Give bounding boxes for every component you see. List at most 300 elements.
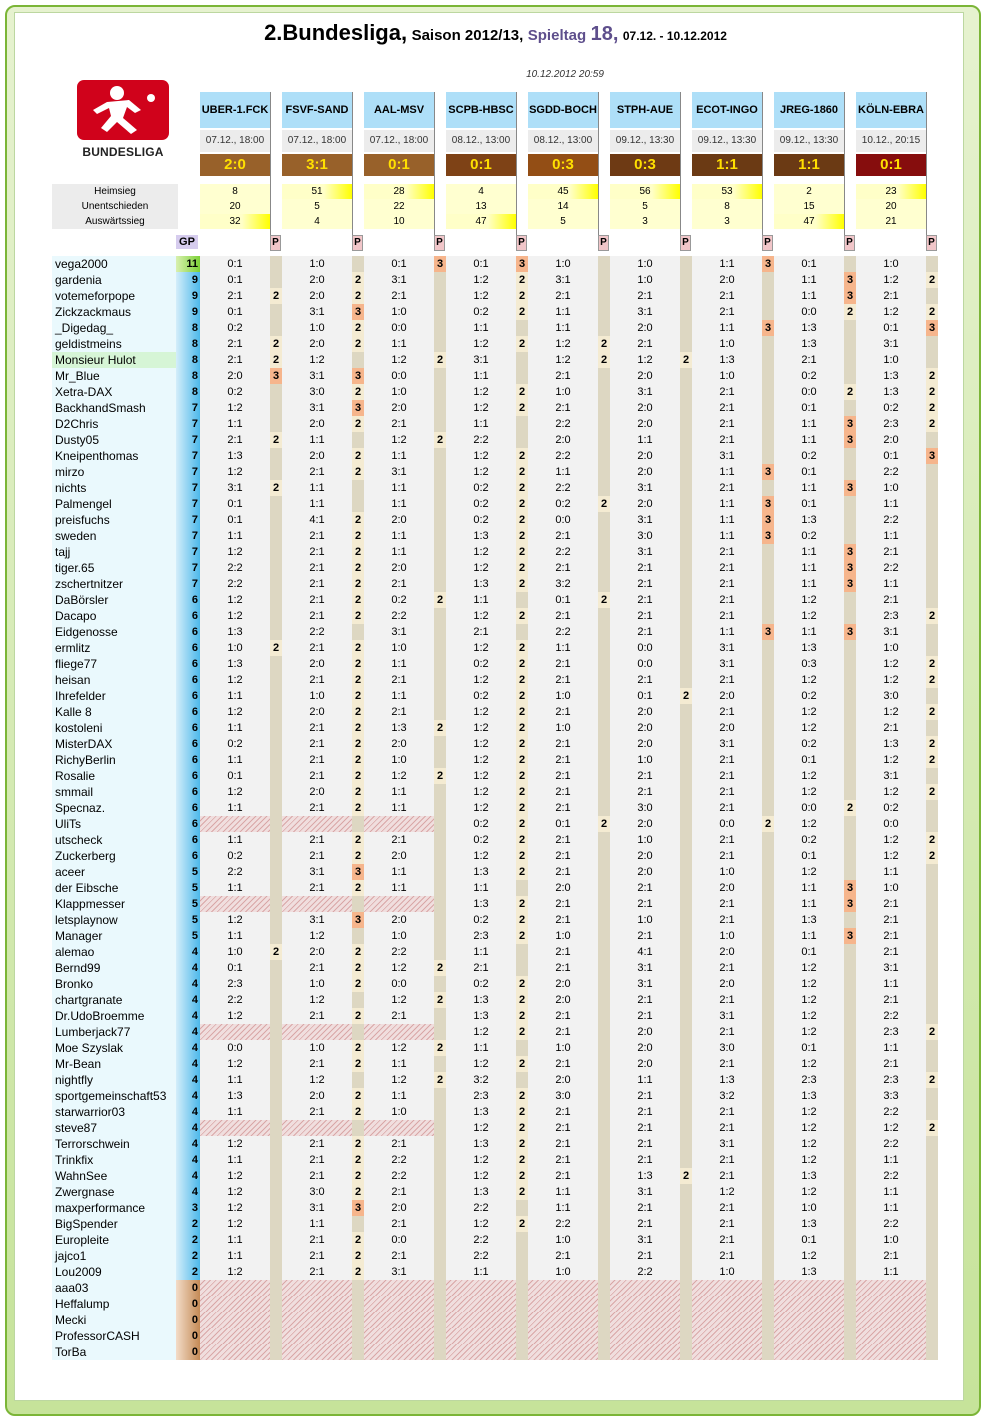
table-row [52, 1232, 940, 1248]
tip-cell: 2:0 [692, 976, 762, 992]
tip-cell: 2:0 [282, 288, 352, 304]
points-cell [680, 1344, 692, 1360]
tip-cell: 1:0 [610, 256, 680, 272]
points-cell [516, 1280, 528, 1296]
points-cell [762, 1104, 774, 1120]
points-cell: 2 [516, 896, 528, 912]
points-cell [516, 1040, 528, 1056]
points-cell: 2 [352, 672, 364, 688]
tip-cell: 1:1 [200, 1248, 270, 1264]
tip-cell: 0:2 [774, 448, 844, 464]
tip-cell: 3:1 [446, 352, 516, 368]
points-cell [762, 928, 774, 944]
points-cell: 2 [926, 1120, 938, 1136]
points-cell [844, 1136, 856, 1152]
table-row [52, 528, 940, 544]
points-cell [434, 848, 446, 864]
tip-cell: 1:1 [692, 256, 762, 272]
player-name: ProfessorCASH [52, 1328, 178, 1344]
points-cell [270, 736, 282, 752]
tip-stat-labels [52, 184, 178, 229]
points-cell [926, 1280, 938, 1296]
points-cell [270, 832, 282, 848]
points-cell [680, 320, 692, 336]
player-name: vega2000 [52, 256, 178, 272]
tip-cell: 1:2 [774, 784, 844, 800]
points-cell: 2 [352, 976, 364, 992]
tip-cell: 2:1 [528, 1104, 598, 1120]
tip-cell: 1:2 [364, 1072, 434, 1088]
player-points: 4 [176, 1072, 200, 1088]
points-cell: 2 [516, 464, 528, 480]
points-cell: 3 [844, 896, 856, 912]
player-points: 6 [176, 592, 200, 608]
table-row [52, 1248, 940, 1264]
tip-cell: 2:1 [692, 960, 762, 976]
points-cell [762, 1296, 774, 1312]
points-cell: 2 [516, 1008, 528, 1024]
points-cell [844, 1296, 856, 1312]
tip-cell: 2:0 [282, 784, 352, 800]
tip-cell: 2:0 [692, 688, 762, 704]
tip-cell: 2:0 [610, 720, 680, 736]
points-cell [598, 1168, 610, 1184]
points-cell [270, 1344, 282, 1360]
player-points: 4 [176, 1008, 200, 1024]
points-cell [926, 800, 938, 816]
tip-cell: 0:0 [364, 976, 434, 992]
match-code: FSVF-SAND [282, 92, 352, 128]
points-cell [352, 624, 364, 640]
tip-cell: 2:1 [692, 288, 762, 304]
points-cell [598, 1296, 610, 1312]
tip-cell: 1:2 [446, 560, 516, 576]
tip-cell: 2:0 [856, 432, 926, 448]
tip-cell [446, 1312, 516, 1328]
player-points: 6 [176, 624, 200, 640]
points-cell [762, 672, 774, 688]
points-cell [270, 1312, 282, 1328]
tip-cell: 1:3 [774, 1168, 844, 1184]
tip-cell [364, 1312, 434, 1328]
table-row [52, 1152, 940, 1168]
points-cell: 2 [352, 768, 364, 784]
tip-cell: 1:0 [692, 368, 762, 384]
player-name: Dusty05 [52, 432, 178, 448]
tip-cell: 3:1 [528, 272, 598, 288]
tip-cell: 2:0 [610, 848, 680, 864]
tip-cell: 1:0 [610, 912, 680, 928]
tip-cell: 2:2 [364, 608, 434, 624]
points-cell [844, 1200, 856, 1216]
tip-cell: 3:1 [610, 544, 680, 560]
points-cell [516, 432, 528, 448]
table-row [52, 496, 940, 512]
points-cell [352, 1344, 364, 1360]
match-result: 2:0 [200, 154, 270, 176]
tip-cell: 1:2 [282, 992, 352, 1008]
tip-cell: 1:2 [282, 352, 352, 368]
points-cell [762, 1024, 774, 1040]
tip-cell: 1:0 [856, 640, 926, 656]
points-cell [598, 688, 610, 704]
match-datetime: 09.12., 13:30 [610, 130, 680, 152]
tip-cell: 2:0 [528, 1072, 598, 1088]
tip-cell: 2:1 [528, 832, 598, 848]
points-cell: 2 [516, 448, 528, 464]
player-points: 6 [176, 720, 200, 736]
points-cell: 2 [434, 768, 446, 784]
tip-cell: 1:3 [446, 992, 516, 1008]
points-cell: 2 [516, 288, 528, 304]
tip-cell: 1:1 [364, 528, 434, 544]
table-row [52, 1216, 940, 1232]
tip-cell: 2:0 [528, 432, 598, 448]
points-cell [680, 800, 692, 816]
points-cell [844, 464, 856, 480]
points-cell [762, 1184, 774, 1200]
tip-cell: 2:1 [610, 336, 680, 352]
tip-cell: 1:3 [856, 368, 926, 384]
points-cell [270, 624, 282, 640]
tip-cell: 1:1 [200, 688, 270, 704]
table-row [52, 1312, 940, 1328]
points-cell: 2 [926, 736, 938, 752]
points-cell [680, 624, 692, 640]
points-cell [434, 1296, 446, 1312]
points-cell [680, 704, 692, 720]
points-cell: 3 [844, 272, 856, 288]
points-cell [762, 384, 774, 400]
points-cell [434, 560, 446, 576]
points-cell [680, 544, 692, 560]
points-cell [434, 400, 446, 416]
points-cell [270, 880, 282, 896]
match-result: 0:1 [446, 154, 516, 176]
tip-cell: 1:0 [364, 1104, 434, 1120]
tip-count-away: 21 [856, 214, 926, 229]
player-points: 4 [176, 1136, 200, 1152]
points-header: P [352, 235, 363, 251]
points-cell [844, 320, 856, 336]
points-cell [926, 256, 938, 272]
tip-cell: 3:1 [856, 960, 926, 976]
tip-cell: 1:2 [856, 304, 926, 320]
tip-cell: 1:2 [774, 960, 844, 976]
points-cell [434, 624, 446, 640]
points-cell [926, 816, 938, 832]
points-cell: 2 [270, 288, 282, 304]
tip-count-away: 10 [364, 214, 434, 229]
points-cell: 2 [352, 1136, 364, 1152]
tip-cell: 1:0 [856, 256, 926, 272]
tip-cell: 1:2 [856, 832, 926, 848]
player-points: 0 [176, 1344, 200, 1360]
title-season: Saison 2012/13, [411, 27, 524, 44]
points-cell: 2 [516, 976, 528, 992]
points-cell [762, 1328, 774, 1344]
tip-cell: 1:1 [528, 1200, 598, 1216]
points-cell [434, 416, 446, 432]
tip-cell: 2:0 [692, 272, 762, 288]
points-cell [270, 384, 282, 400]
points-cell: 2 [352, 576, 364, 592]
tip-cell: 1:2 [528, 352, 598, 368]
tip-cell: 2:1 [610, 896, 680, 912]
tip-cell: 1:0 [364, 304, 434, 320]
tip-cell: 2:2 [856, 560, 926, 576]
points-cell [762, 544, 774, 560]
tip-cell: 2:1 [692, 480, 762, 496]
tip-cell: 1:2 [200, 1184, 270, 1200]
points-cell [270, 1280, 282, 1296]
tip-cell: 2:0 [610, 1024, 680, 1040]
tip-cell: 1:0 [528, 688, 598, 704]
points-cell [352, 496, 364, 512]
tip-cell: 2:1 [692, 1152, 762, 1168]
player-points: 4 [176, 976, 200, 992]
tip-cell: 0:1 [200, 512, 270, 528]
table-row [52, 800, 940, 816]
points-cell [844, 864, 856, 880]
points-cell: 2 [352, 608, 364, 624]
tip-cell [282, 1296, 352, 1312]
tip-cell: 0:2 [446, 512, 516, 528]
points-cell [598, 880, 610, 896]
tip-cell: 1:2 [446, 736, 516, 752]
tip-cell: 1:2 [282, 1072, 352, 1088]
points-cell: 2 [598, 352, 610, 368]
points-cell [926, 352, 938, 368]
points-cell [844, 848, 856, 864]
tip-cell: 1:1 [200, 1152, 270, 1168]
tip-cell: 1:1 [692, 464, 762, 480]
points-cell [762, 848, 774, 864]
tip-cell: 3:1 [692, 1136, 762, 1152]
points-cell [926, 432, 938, 448]
tip-cell: 1:3 [200, 1088, 270, 1104]
points-cell: 3 [844, 432, 856, 448]
match-result: 0:1 [856, 154, 926, 176]
points-cell: 2 [516, 1216, 528, 1232]
player-points: 4 [176, 1184, 200, 1200]
tip-cell: 2:1 [282, 736, 352, 752]
tip-cell: 2:1 [692, 832, 762, 848]
tip-cell: 1:1 [200, 1072, 270, 1088]
tip-cell: 1:2 [200, 1216, 270, 1232]
tip-cell [282, 1120, 352, 1136]
tip-cell: 2:1 [528, 896, 598, 912]
tip-cell: 1:2 [610, 352, 680, 368]
points-cell [680, 784, 692, 800]
tip-cell: 2:1 [200, 352, 270, 368]
tip-cell: 2:1 [692, 784, 762, 800]
tip-cell: 2:2 [856, 512, 926, 528]
points-cell: 2 [352, 320, 364, 336]
tip-stats-3 [364, 184, 434, 229]
tip-cell: 1:0 [692, 1264, 762, 1280]
points-cell [434, 704, 446, 720]
points-cell: 2 [926, 832, 938, 848]
tip-count-draw: 14 [528, 199, 598, 214]
points-cell [844, 352, 856, 368]
player-name: Heffalump [52, 1296, 178, 1312]
points-cell [680, 1120, 692, 1136]
tip-cell: 1:2 [856, 272, 926, 288]
tip-cell: 1:2 [200, 1056, 270, 1072]
table-row [52, 1184, 940, 1200]
tip-cell: 0:2 [774, 736, 844, 752]
points-cell [680, 816, 692, 832]
points-cell [434, 464, 446, 480]
tip-cell: 1:1 [446, 320, 516, 336]
tip-cell: 2:2 [200, 576, 270, 592]
player-points: 6 [176, 736, 200, 752]
tip-cell: 2:1 [856, 544, 926, 560]
match-code: JREG-1860 [774, 92, 844, 128]
tip-cell: 2:1 [528, 1120, 598, 1136]
points-cell [270, 1088, 282, 1104]
match-code: AAL-MSV [364, 92, 434, 128]
tip-cell: 1:2 [692, 1184, 762, 1200]
points-cell: 2 [352, 512, 364, 528]
points-cell [844, 592, 856, 608]
player-points: 8 [176, 320, 200, 336]
points-cell [434, 1056, 446, 1072]
points-cell: 2 [352, 1088, 364, 1104]
tip-cell: 2:1 [528, 672, 598, 688]
tip-count-away: 5 [528, 214, 598, 229]
points-cell: 2 [516, 400, 528, 416]
points-cell: 2 [352, 544, 364, 560]
tip-cell: 2:3 [446, 1088, 516, 1104]
points-cell [434, 656, 446, 672]
column-divider [598, 92, 599, 235]
tip-cell: 0:1 [528, 816, 598, 832]
points-cell: 2 [516, 1136, 528, 1152]
tip-cell: 1:2 [446, 800, 516, 816]
tip-cell: 1:3 [774, 512, 844, 528]
tip-cell: 2:1 [610, 1248, 680, 1264]
points-cell: 2 [516, 336, 528, 352]
points-cell [598, 976, 610, 992]
tip-count-home: 23 [856, 184, 926, 199]
tip-cell: 2:1 [446, 624, 516, 640]
tip-cell: 0:0 [200, 1040, 270, 1056]
tip-cell: 2:1 [692, 896, 762, 912]
tip-cell: 1:3 [446, 1184, 516, 1200]
tip-cell: 1:2 [856, 752, 926, 768]
points-cell [598, 752, 610, 768]
points-cell: 2 [352, 832, 364, 848]
points-cell [680, 976, 692, 992]
points-cell [352, 352, 364, 368]
points-cell: 2 [516, 704, 528, 720]
points-cell: 2 [434, 992, 446, 1008]
tip-cell: 1:2 [200, 1008, 270, 1024]
points-cell [762, 272, 774, 288]
points-cell [926, 528, 938, 544]
tip-cell [200, 816, 270, 832]
tip-cell: 2:1 [282, 1056, 352, 1072]
player-name: Mr_Blue [52, 368, 178, 384]
points-cell: 2 [926, 304, 938, 320]
points-cell [762, 1152, 774, 1168]
tip-cell: 2:1 [856, 288, 926, 304]
points-cell [680, 560, 692, 576]
points-cell [844, 368, 856, 384]
tip-cell: 1:2 [774, 608, 844, 624]
points-cell [434, 1120, 446, 1136]
points-cell [270, 912, 282, 928]
points-cell: 2 [270, 432, 282, 448]
tip-cell: 1:2 [774, 816, 844, 832]
player-points: 4 [176, 992, 200, 1008]
player-points: 4 [176, 1120, 200, 1136]
player-name: Zickzackmaus [52, 304, 178, 320]
tip-cell: 1:1 [774, 272, 844, 288]
tip-cell [610, 1280, 680, 1296]
table-row [52, 720, 940, 736]
points-cell [434, 320, 446, 336]
points-cell: 3 [844, 480, 856, 496]
tip-cell: 2:0 [282, 944, 352, 960]
points-cell [844, 768, 856, 784]
player-points: 5 [176, 864, 200, 880]
points-cell [762, 336, 774, 352]
points-cell [270, 1152, 282, 1168]
points-cell [680, 1312, 692, 1328]
player-name: WahnSee [52, 1168, 178, 1184]
match-code: UBER-1.FCK [200, 92, 270, 128]
points-cell [844, 1152, 856, 1168]
player-name: TorBa [52, 1344, 178, 1360]
points-cell [270, 1072, 282, 1088]
points-cell: 3 [926, 320, 938, 336]
player-name: Manager [52, 928, 178, 944]
tip-cell [856, 1328, 926, 1344]
points-cell: 2 [926, 384, 938, 400]
column-divider [434, 92, 435, 235]
points-cell [844, 1232, 856, 1248]
player-points: 7 [176, 560, 200, 576]
tip-cell: 1:1 [774, 288, 844, 304]
points-cell: 2 [352, 1104, 364, 1120]
tip-cell [528, 1280, 598, 1296]
tip-cell: 3:1 [692, 656, 762, 672]
tip-cell: 2:1 [282, 1264, 352, 1280]
points-cell: 2 [434, 720, 446, 736]
table-row [52, 256, 940, 272]
points-cell [516, 1344, 528, 1360]
tip-cell: 2:1 [692, 1216, 762, 1232]
points-cell [680, 432, 692, 448]
points-cell: 2 [844, 800, 856, 816]
table-row [52, 1296, 940, 1312]
tip-cell: 2:1 [282, 1136, 352, 1152]
tip-stats-2 [282, 184, 352, 229]
points-cell: 2 [516, 736, 528, 752]
tip-cell: 1:0 [528, 384, 598, 400]
points-cell: 2 [516, 512, 528, 528]
tip-cell: 0:1 [446, 256, 516, 272]
column-divider [270, 92, 271, 235]
tip-cell: 2:1 [692, 704, 762, 720]
points-cell [598, 272, 610, 288]
tip-cell: 2:1 [528, 1056, 598, 1072]
tip-cell: 2:1 [610, 992, 680, 1008]
points-cell [598, 896, 610, 912]
